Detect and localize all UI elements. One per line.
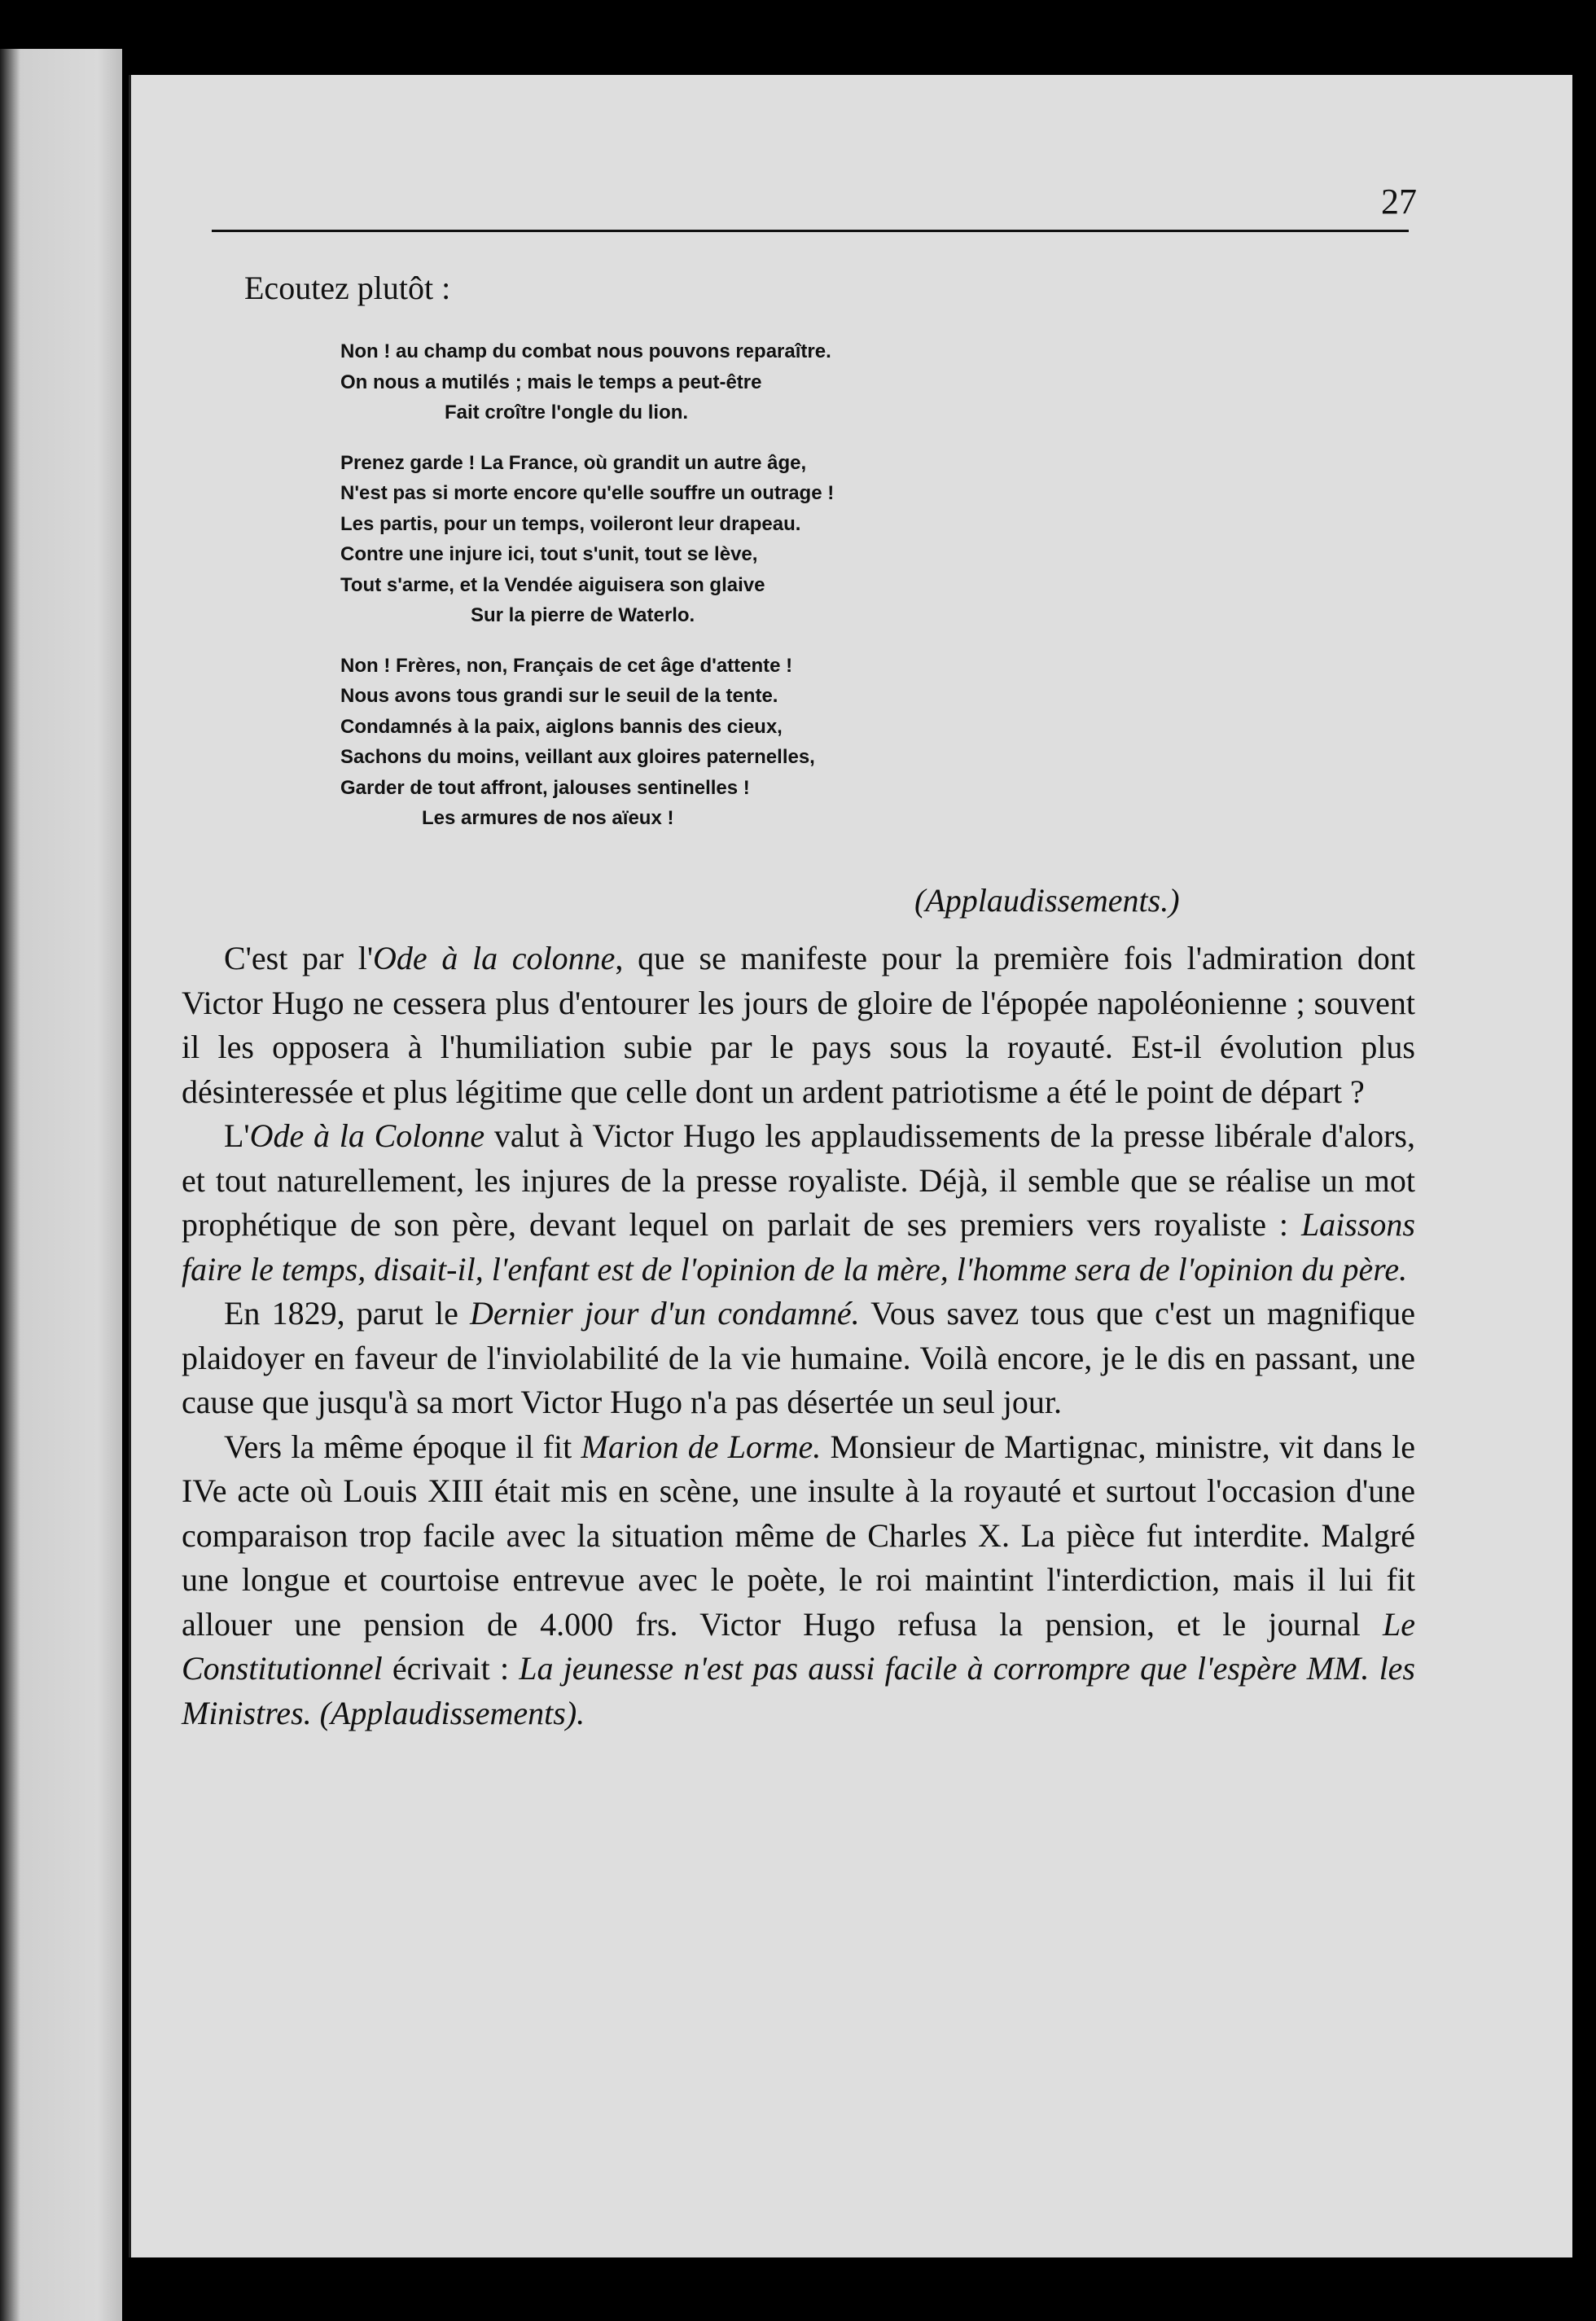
poem-line: On nous a mutilés ; mais le temps a peut-être <box>340 371 762 393</box>
newspaper-title: Le Constitutionnel <box>182 1605 1415 1687</box>
paragraph <box>182 937 1415 1114</box>
work-title: Marion de Lorme. <box>581 1428 822 1465</box>
page-number: 27 <box>1381 182 1417 222</box>
paragraph-text: Vers la même époque il fit <box>224 1428 581 1465</box>
paragraph-text: Vous savez tous que c'est un magnifique plaidoyer en faveur de l'inviolabilité de la vie humaine. Voilà encore, je le dis en passant, une cause que jusqu'à sa mort Victor Hugo n'a pas désertée un seul jour. <box>182 1295 1415 1420</box>
paragraph <box>182 1425 1415 1736</box>
work-title: Ode à la Colonne <box>249 1117 485 1154</box>
poem-line: Nous avons tous grandi sur le seuil de la tente. <box>340 685 778 707</box>
poem-line: Non ! au champ du combat nous pouvons reparaître. <box>340 340 831 362</box>
header-rule <box>212 230 1409 232</box>
poem-line: Sachons du moins, veillant aux gloires paternelles, <box>340 746 815 768</box>
poem-stanza <box>340 651 1155 834</box>
applause-note: (Applaudissements.) <box>914 882 1180 919</box>
paragraph-text: L' <box>224 1117 250 1154</box>
poem-line: Non ! Frères, non, Français de cet âge d'attente ! <box>340 654 793 677</box>
poem-stanza <box>340 448 1155 631</box>
poem-line: Tout s'arme, et la Vendée aiguisera son glaive <box>340 573 765 596</box>
poem-quote <box>340 336 1155 853</box>
section-heading: Ecoutez plutôt : <box>244 270 451 306</box>
work-title: Ode à la colonne <box>373 940 616 976</box>
paragraph-text: Monsieur de Martignac, ministre, vit dans le IVe acte où Louis XIII était mis en scène, une insulte à la royauté et surtout l'occasion d'une comparaison trop facile avec la situation même de Charles X. La pièce fut interdite. Malgré une longue et courtoise entrevue avec le poète, le roi maintint l'interdiction, mais il lui fit allouer une pension de 4.000 frs. Victor Hugo refusa la pension, et le journal <box>182 1428 1415 1643</box>
poem-line: Sur la pierre de Waterlo. <box>471 604 695 626</box>
paragraph-text: valut à Victor Hugo les applaudissements de la presse libérale d'alors, et tout naturellement, les injures de la presse royaliste. Déjà, il semble que se réalise un mot prophétique de son père, devant lequel on parlait de ses premiers vers royaliste : <box>182 1117 1415 1243</box>
work-title: Dernier jour d'un condamné. <box>470 1295 860 1332</box>
poem-line: N'est pas si morte encore qu'elle souffre un outrage ! <box>340 482 835 504</box>
paragraph <box>182 1292 1415 1425</box>
poem-line: Fait croître l'ongle du lion. <box>445 401 689 423</box>
facing-page-edge <box>0 49 122 2321</box>
poem-stanza <box>340 336 1155 428</box>
quotation: La jeunesse n'est pas aussi facile à corrompre que l'espère MM. les Ministres. (Applaudissements). <box>182 1650 1415 1731</box>
paragraph-text: , que se manifeste pour la première fois l'admiration dont Victor Hugo ne cessera plus d'entourer les jours de gloire de l'épopée napoléonienne ; souvent il les opposera à l'humiliation subie par le pays sous la royauté. Est-il évolution plus désinteressée et plus légitime que celle dont un ardent patriotisme a été le point de départ ? <box>182 940 1416 1110</box>
quotation: Laissons faire le temps, disait-il, l'enfant est de l'opinion de la mère, l'homme sera de l'opinion du père. <box>182 1206 1415 1288</box>
paragraph-text: C'est par l' <box>224 940 374 976</box>
paragraph-text: écrivait : <box>382 1650 520 1687</box>
body-text <box>182 937 1415 1735</box>
poem-line: Contre une injure ici, tout s'unit, tout se lève, <box>340 543 758 565</box>
poem-line: Prenez garde ! La France, où grandit un autre âge, <box>340 451 807 474</box>
poem-line: Les partis, pour un temps, voileront leur drapeau. <box>340 512 801 535</box>
poem-line: Les armures de nos aïeux ! <box>422 807 674 829</box>
poem-line: Garder de tout affront, jalouses sentinelles ! <box>340 776 750 799</box>
paragraph-text: En 1829, parut le <box>224 1295 471 1332</box>
poem-line: Condamnés à la paix, aiglons bannis des cieux, <box>340 715 783 738</box>
paragraph <box>182 1114 1415 1292</box>
